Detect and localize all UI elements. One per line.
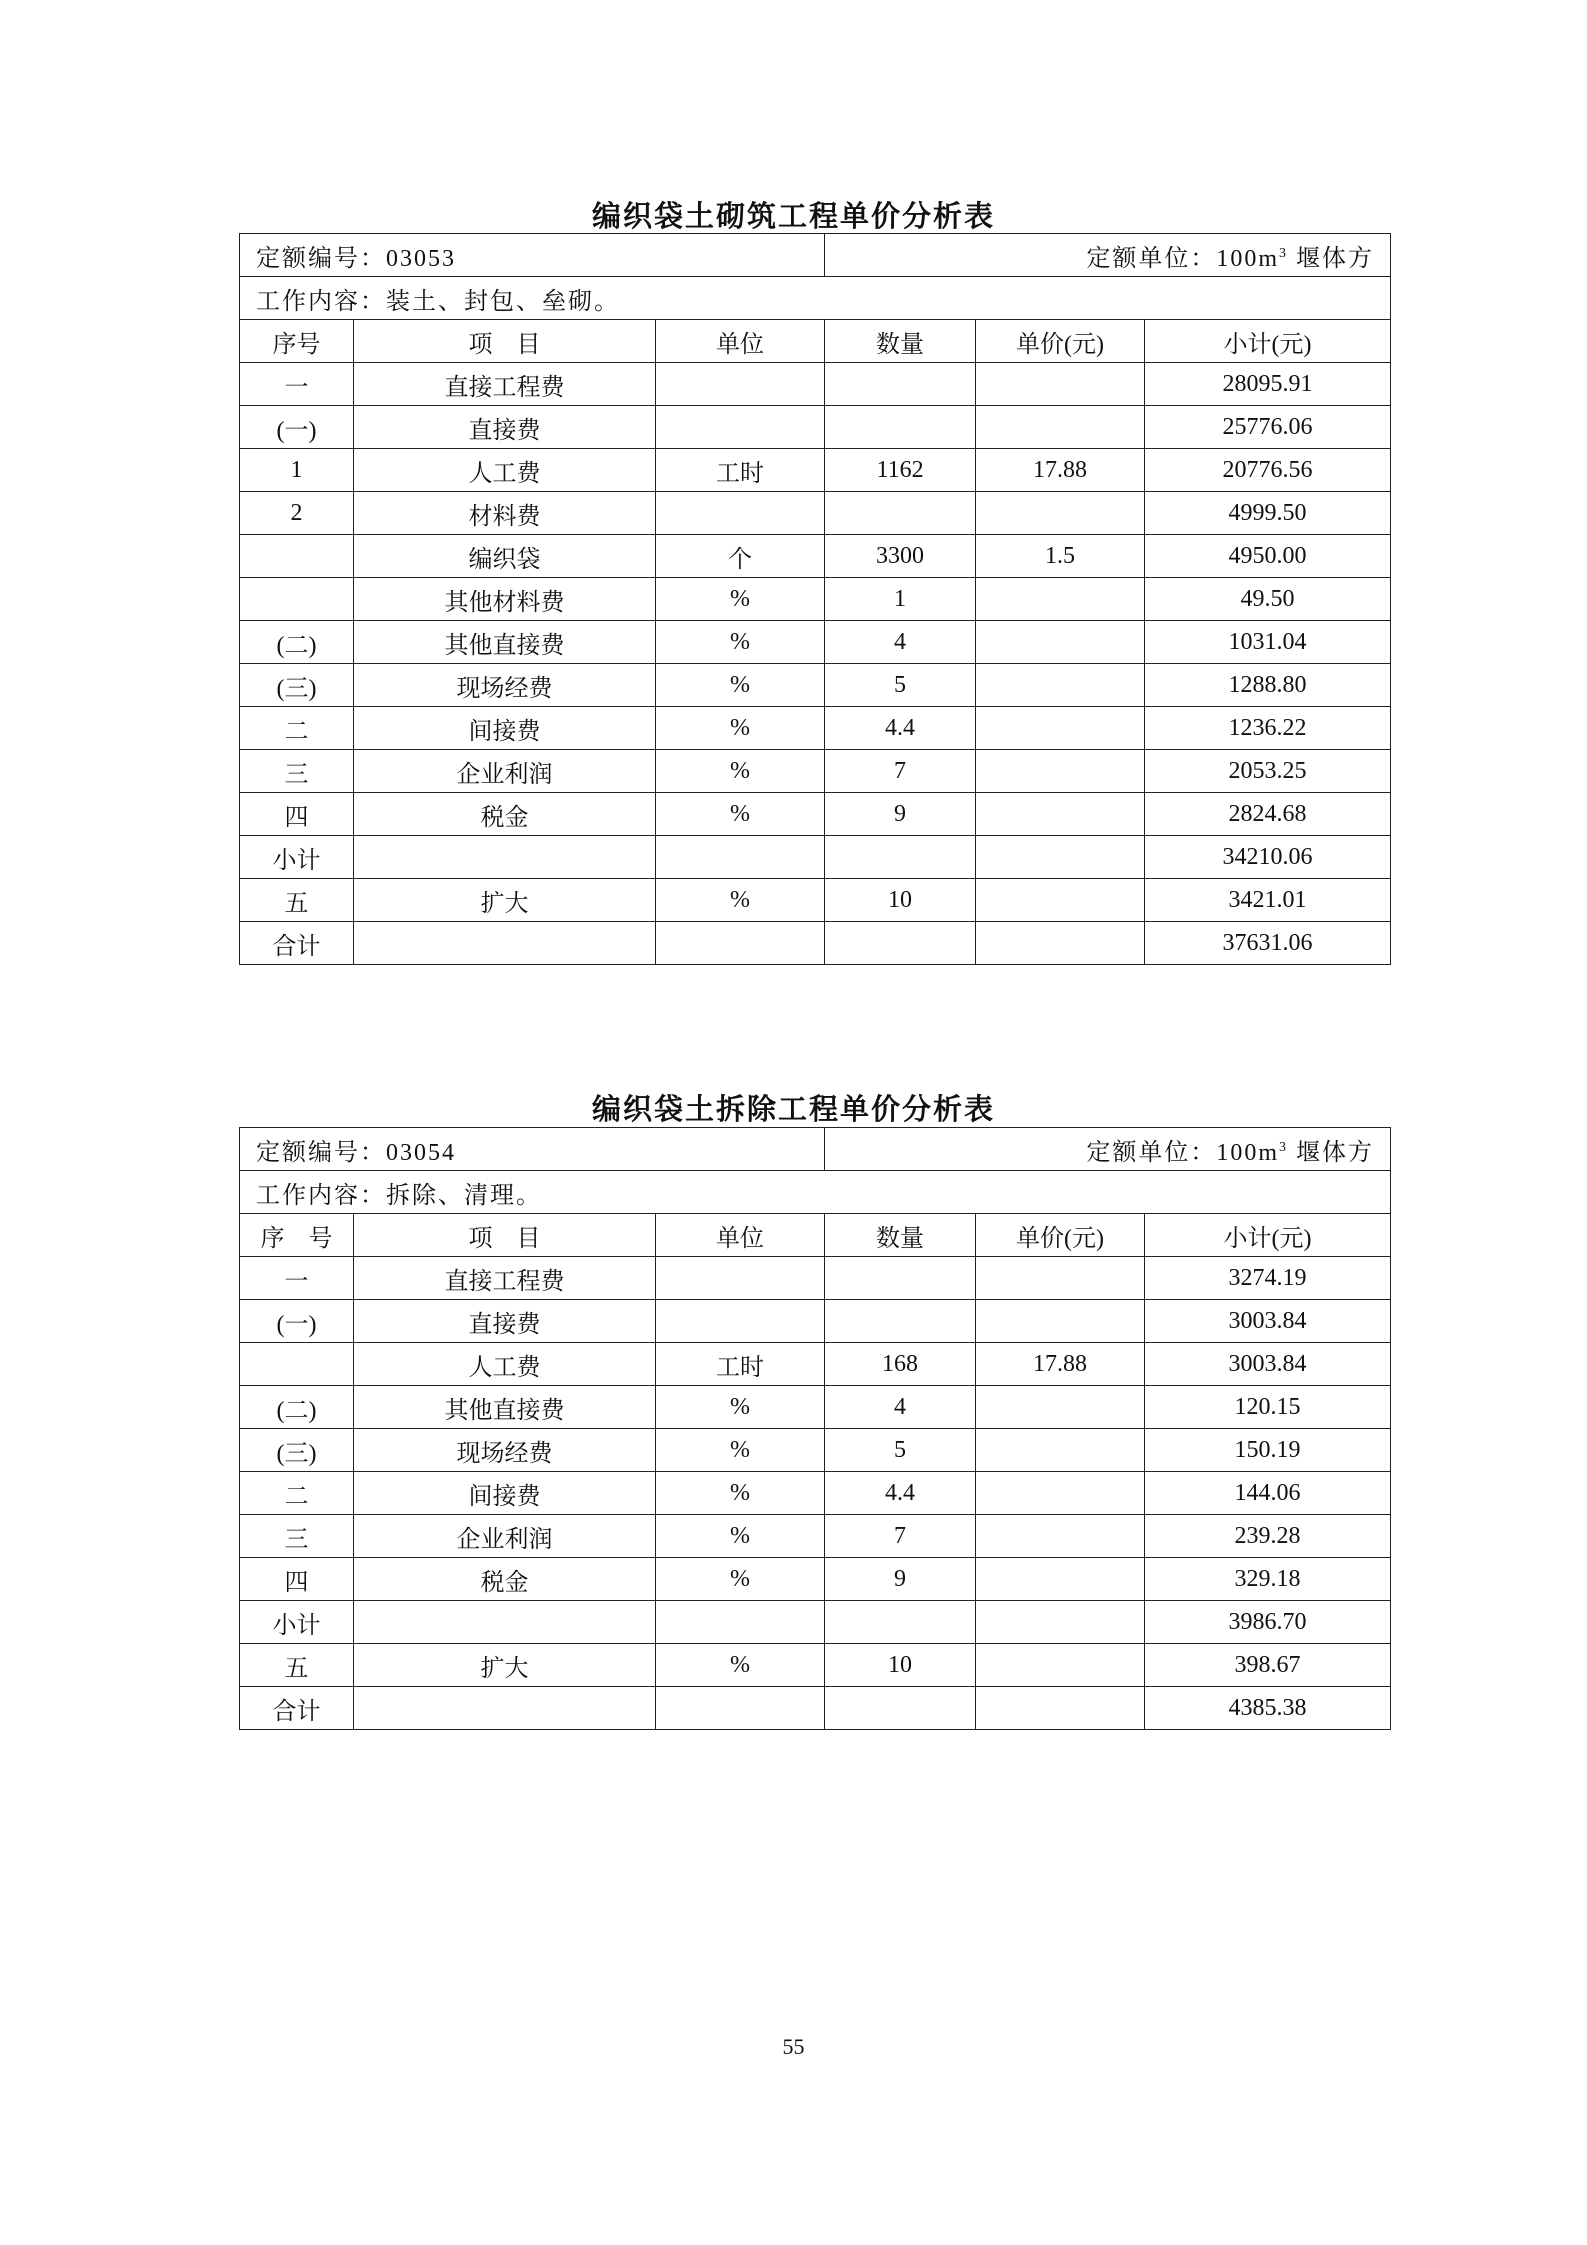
table-row bbox=[240, 1386, 1391, 1429]
table-title: 编织袋土砌筑工程单价分析表 bbox=[591, 199, 995, 233]
column-header: 序 号 bbox=[240, 1214, 354, 1257]
unit-superscript: 3 bbox=[1279, 1139, 1289, 1155]
table-cell: (三) bbox=[240, 1429, 354, 1472]
column-header: 小计(元) bbox=[1145, 1214, 1391, 1257]
table-cell: 3003.84 bbox=[1145, 1343, 1391, 1386]
table-cell: 17.88 bbox=[976, 449, 1145, 492]
work-content-row bbox=[240, 1171, 1391, 1214]
unit-suffix: 堰体方 bbox=[1288, 1139, 1375, 1166]
work-content: 工作内容：拆除、清理。 bbox=[240, 1171, 1391, 1214]
table-cell: 一 bbox=[240, 1257, 354, 1300]
table-cell: % bbox=[656, 664, 825, 707]
table-cell: 工时 bbox=[656, 1343, 825, 1386]
table-cell: 1 bbox=[240, 449, 354, 492]
table-cell: 25776.06 bbox=[1145, 406, 1391, 449]
table-cell: 4 bbox=[825, 1386, 976, 1429]
table-cell: 企业利润 bbox=[354, 1515, 656, 1558]
table-cell: % bbox=[656, 1472, 825, 1515]
table-cell: 398.67 bbox=[1145, 1644, 1391, 1687]
table-cell: 37631.06 bbox=[1145, 922, 1391, 965]
table-cell: 7 bbox=[825, 1515, 976, 1558]
table-cell: 3003.84 bbox=[1145, 1300, 1391, 1343]
table-cell: 1.5 bbox=[976, 535, 1145, 578]
header-row bbox=[240, 1214, 1391, 1257]
table-cell: % bbox=[656, 578, 825, 621]
table-cell: % bbox=[656, 793, 825, 836]
table-cell bbox=[656, 1687, 825, 1730]
column-header: 序号 bbox=[240, 320, 354, 363]
table-row bbox=[240, 1472, 1391, 1515]
column-header: 项 目 bbox=[354, 320, 656, 363]
table-cell: 17.88 bbox=[976, 1343, 1145, 1386]
table-cell bbox=[240, 578, 354, 621]
table-cell bbox=[976, 363, 1145, 406]
table-cell: 三 bbox=[240, 750, 354, 793]
table-cell bbox=[656, 1601, 825, 1644]
table-cell: 小计 bbox=[240, 836, 354, 879]
table-cell bbox=[976, 1558, 1145, 1601]
table-cell: 4999.50 bbox=[1145, 492, 1391, 535]
table-cell: 二 bbox=[240, 1472, 354, 1515]
table-cell: 直接费 bbox=[354, 406, 656, 449]
table-cell: (二) bbox=[240, 621, 354, 664]
table-cell bbox=[354, 836, 656, 879]
table-cell bbox=[656, 363, 825, 406]
table-row bbox=[240, 707, 1391, 750]
table-cell: 34210.06 bbox=[1145, 836, 1391, 879]
table-cell bbox=[656, 922, 825, 965]
table-cell: 直接费 bbox=[354, 1300, 656, 1343]
table-cell: 5 bbox=[825, 1429, 976, 1472]
table-cell bbox=[976, 664, 1145, 707]
table-cell bbox=[976, 1472, 1145, 1515]
table-cell: (一) bbox=[240, 406, 354, 449]
table-cell: 150.19 bbox=[1145, 1429, 1391, 1472]
table-cell bbox=[976, 1429, 1145, 1472]
table-row bbox=[240, 1429, 1391, 1472]
table-cell: 五 bbox=[240, 1644, 354, 1687]
unit-price-table-03053 bbox=[239, 233, 1391, 965]
quota-unit bbox=[825, 234, 1391, 277]
table-cell: 1288.80 bbox=[1145, 664, 1391, 707]
quota-code: 定额编号：03054 bbox=[240, 1128, 825, 1171]
table-row bbox=[240, 363, 1391, 406]
table-cell: (二) bbox=[240, 1386, 354, 1429]
table-cell: 9 bbox=[825, 793, 976, 836]
table-cell: 企业利润 bbox=[354, 750, 656, 793]
table-cell bbox=[825, 922, 976, 965]
table-cell bbox=[656, 836, 825, 879]
page-number: 55 bbox=[782, 2034, 805, 2059]
table-row bbox=[240, 879, 1391, 922]
table-cell bbox=[825, 492, 976, 535]
table-cell: 3274.19 bbox=[1145, 1257, 1391, 1300]
table-cell bbox=[976, 1601, 1145, 1644]
table-cell: 1 bbox=[825, 578, 976, 621]
table-cell: 人工费 bbox=[354, 1343, 656, 1386]
table-cell: 7 bbox=[825, 750, 976, 793]
table-cell: 4 bbox=[825, 621, 976, 664]
table-cell: 现场经费 bbox=[354, 664, 656, 707]
table-cell bbox=[656, 492, 825, 535]
table-cell bbox=[825, 363, 976, 406]
table-cell: 3986.70 bbox=[1145, 1601, 1391, 1644]
table-cell: 3300 bbox=[825, 535, 976, 578]
table-row bbox=[240, 492, 1391, 535]
table-cell bbox=[656, 1300, 825, 1343]
table-cell: 4.4 bbox=[825, 707, 976, 750]
unit-prefix: 定额单位：100m bbox=[1086, 1139, 1280, 1166]
column-header: 单价(元) bbox=[976, 1214, 1145, 1257]
table-cell bbox=[976, 492, 1145, 535]
table-row bbox=[240, 1558, 1391, 1601]
table-cell bbox=[976, 1386, 1145, 1429]
table-row bbox=[240, 449, 1391, 492]
table-cell bbox=[656, 406, 825, 449]
table-cell: % bbox=[656, 1386, 825, 1429]
table-cell: 239.28 bbox=[1145, 1515, 1391, 1558]
table-cell: 3421.01 bbox=[1145, 879, 1391, 922]
table-cell: 小计 bbox=[240, 1601, 354, 1644]
quota-info-row bbox=[240, 234, 1391, 277]
work-content: 工作内容：装土、封包、垒砌。 bbox=[240, 277, 1391, 320]
table-row bbox=[240, 1257, 1391, 1300]
table-cell: 间接费 bbox=[354, 1472, 656, 1515]
table-cell: 扩大 bbox=[354, 1644, 656, 1687]
table-cell: (一) bbox=[240, 1300, 354, 1343]
unit-price-table-03054 bbox=[239, 1127, 1391, 1730]
table-cell: 扩大 bbox=[354, 879, 656, 922]
table-cell bbox=[976, 922, 1145, 965]
table-cell: 个 bbox=[656, 535, 825, 578]
table-cell: 144.06 bbox=[1145, 1472, 1391, 1515]
table-row bbox=[240, 621, 1391, 664]
table-cell: 直接工程费 bbox=[354, 1257, 656, 1300]
quota-code: 定额编号：03053 bbox=[240, 234, 825, 277]
table-row bbox=[240, 1515, 1391, 1558]
table-cell bbox=[976, 879, 1145, 922]
table-cell: 编织袋 bbox=[354, 535, 656, 578]
table-cell: 28095.91 bbox=[1145, 363, 1391, 406]
table-cell bbox=[976, 750, 1145, 793]
table-cell bbox=[976, 1644, 1145, 1687]
table-row bbox=[240, 1601, 1391, 1644]
column-header: 单价(元) bbox=[976, 320, 1145, 363]
table-cell: % bbox=[656, 1644, 825, 1687]
table-cell bbox=[825, 1257, 976, 1300]
table-cell: 其他直接费 bbox=[354, 621, 656, 664]
table-cell: 4.4 bbox=[825, 1472, 976, 1515]
table-row bbox=[240, 664, 1391, 707]
table-cell bbox=[976, 621, 1145, 664]
table-row bbox=[240, 1687, 1391, 1730]
table-cell bbox=[240, 535, 354, 578]
table-cell bbox=[354, 1601, 656, 1644]
table-cell: 4385.38 bbox=[1145, 1687, 1391, 1730]
table-cell: 四 bbox=[240, 1558, 354, 1601]
table-cell: 1162 bbox=[825, 449, 976, 492]
table-cell: 四 bbox=[240, 793, 354, 836]
table-row bbox=[240, 578, 1391, 621]
table-cell: 一 bbox=[240, 363, 354, 406]
table-cell: 合计 bbox=[240, 1687, 354, 1730]
table-row bbox=[240, 750, 1391, 793]
table-cell: 材料费 bbox=[354, 492, 656, 535]
unit-suffix: 堰体方 bbox=[1288, 245, 1375, 272]
table-cell: 10 bbox=[825, 879, 976, 922]
table-cell: 三 bbox=[240, 1515, 354, 1558]
column-header: 项 目 bbox=[354, 1214, 656, 1257]
table-cell: % bbox=[656, 1429, 825, 1472]
table-cell: % bbox=[656, 879, 825, 922]
table-cell: (三) bbox=[240, 664, 354, 707]
table-cell: 2053.25 bbox=[1145, 750, 1391, 793]
table-cell bbox=[825, 836, 976, 879]
table-row bbox=[240, 922, 1391, 965]
table-row bbox=[240, 836, 1391, 879]
table-cell: 329.18 bbox=[1145, 1558, 1391, 1601]
table-cell: 现场经费 bbox=[354, 1429, 656, 1472]
table-cell bbox=[976, 1515, 1145, 1558]
column-header: 单位 bbox=[656, 1214, 825, 1257]
table-cell: 合计 bbox=[240, 922, 354, 965]
table-row bbox=[240, 1644, 1391, 1687]
table-cell: 税金 bbox=[354, 1558, 656, 1601]
table-cell: % bbox=[656, 1515, 825, 1558]
table-cell: 其他直接费 bbox=[354, 1386, 656, 1429]
table-cell bbox=[825, 1687, 976, 1730]
table-cell: 2 bbox=[240, 492, 354, 535]
table-cell bbox=[976, 1300, 1145, 1343]
table-row bbox=[240, 793, 1391, 836]
table-cell: 其他材料费 bbox=[354, 578, 656, 621]
table-cell bbox=[976, 406, 1145, 449]
table-row bbox=[240, 535, 1391, 578]
table-cell bbox=[825, 1601, 976, 1644]
table-cell: 税金 bbox=[354, 793, 656, 836]
table-cell: 1236.22 bbox=[1145, 707, 1391, 750]
table-cell: 五 bbox=[240, 879, 354, 922]
table-row bbox=[240, 1343, 1391, 1386]
table-cell bbox=[976, 578, 1145, 621]
quota-info-row bbox=[240, 1128, 1391, 1171]
table-cell: 2824.68 bbox=[1145, 793, 1391, 836]
header-row bbox=[240, 320, 1391, 363]
table-cell bbox=[354, 1687, 656, 1730]
column-header: 数量 bbox=[825, 320, 976, 363]
column-header: 单位 bbox=[656, 320, 825, 363]
table-title: 编织袋土拆除工程单价分析表 bbox=[591, 1092, 995, 1126]
table-cell bbox=[976, 793, 1145, 836]
table-cell bbox=[354, 922, 656, 965]
table-cell: % bbox=[656, 1558, 825, 1601]
table-cell: 120.15 bbox=[1145, 1386, 1391, 1429]
table-cell: 二 bbox=[240, 707, 354, 750]
table-cell: % bbox=[656, 707, 825, 750]
unit-prefix: 定额单位：100m bbox=[1086, 245, 1280, 272]
table-cell: 20776.56 bbox=[1145, 449, 1391, 492]
table-cell: 人工费 bbox=[354, 449, 656, 492]
table-cell: 间接费 bbox=[354, 707, 656, 750]
table-cell bbox=[976, 836, 1145, 879]
table-cell bbox=[976, 1257, 1145, 1300]
table-cell: 直接工程费 bbox=[354, 363, 656, 406]
table-cell: 49.50 bbox=[1145, 578, 1391, 621]
table-cell: 10 bbox=[825, 1644, 976, 1687]
table-cell bbox=[240, 1343, 354, 1386]
table-cell bbox=[656, 1257, 825, 1300]
column-header: 数量 bbox=[825, 1214, 976, 1257]
table-cell: 168 bbox=[825, 1343, 976, 1386]
table-cell: 9 bbox=[825, 1558, 976, 1601]
table-cell: 工时 bbox=[656, 449, 825, 492]
table-cell: % bbox=[656, 621, 825, 664]
quota-unit bbox=[825, 1128, 1391, 1171]
unit-superscript: 3 bbox=[1279, 245, 1289, 261]
table-cell bbox=[825, 1300, 976, 1343]
table-cell bbox=[976, 1687, 1145, 1730]
table-cell: 5 bbox=[825, 664, 976, 707]
table-cell bbox=[976, 707, 1145, 750]
table-cell: 1031.04 bbox=[1145, 621, 1391, 664]
table-row bbox=[240, 1300, 1391, 1343]
table-row bbox=[240, 406, 1391, 449]
table-cell bbox=[825, 406, 976, 449]
work-content-row bbox=[240, 277, 1391, 320]
column-header: 小计(元) bbox=[1145, 320, 1391, 363]
table-cell: 4950.00 bbox=[1145, 535, 1391, 578]
table-cell: % bbox=[656, 750, 825, 793]
